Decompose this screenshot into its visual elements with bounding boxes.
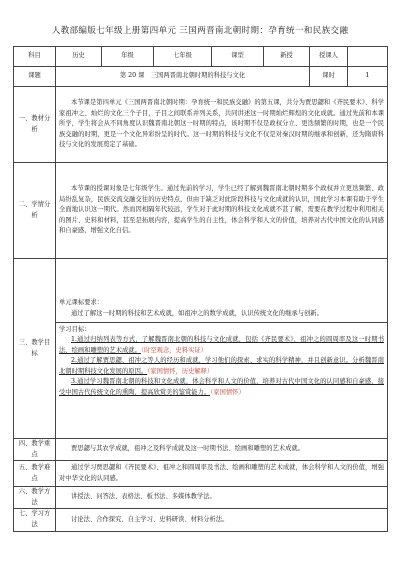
key-points-row (14, 439, 388, 461)
goal-2-text: 2.通过了解贾思勰、祖冲之等人的经历和成就，学习他们的探索、求实的科学精神，并且创新意识。分析魏晋南北朝时期科技文化发展的原因。 (59, 357, 384, 375)
document-title: 人教部编版七年级上册第四单元 三国两晋南北朝时期：孕育统一和民族交融 (51, 26, 349, 36)
lesson-row (14, 67, 388, 87)
goal-1 (59, 335, 384, 356)
unit-standards-text: 通过了解这一时期的科技和艺术成就，如祖冲之的数学成就，认识传统文化的继承与创新。 (71, 309, 323, 317)
grade-value: 七年级 (154, 47, 212, 67)
goal-3-text: 3.通过学习魏晋南北朝的科技和文化成就，体会科学和人文的价值，培养对古代中国文化的认同感和自豪感，接受中国古代传统文化的熏陶，提高欣赏美的鉴赏能力。 (59, 378, 384, 397)
goals-label: 三、教学目标 (14, 259, 56, 439)
students-row (14, 163, 388, 259)
difficulties-label: 五、教学难点 (14, 461, 56, 487)
learning-methods-row (14, 509, 388, 531)
learning-methods-label: 七、学习方法 (14, 509, 56, 531)
teacher-label: 授课人 (310, 47, 348, 67)
topic-label: 课题 (14, 67, 56, 87)
hours-value: 1 (348, 67, 388, 87)
topic-value: 第 20 课 三国两晋南北朝时期的科技与文化 (56, 67, 310, 87)
subject-value: 历史 (56, 47, 102, 67)
analysis-label: 一、教材分析 (14, 87, 56, 163)
goal-2-tag: （家国情怀，历史解释） (147, 367, 214, 375)
hours-label: 课时 (310, 67, 348, 87)
type-label: 课型 (212, 47, 264, 67)
subject-label: 科目 (14, 47, 56, 67)
students-label: 二、学情分析 (14, 163, 56, 259)
analysis-text: 本节课是第四单元《三国两晋南北朝时期：孕育统一和民族交融》的第五课，共分为贾思勰和《齐民要术》、科学家祖冲之、灿烂的文化三个子目，子目之间联系并列关系，共同讲述这一时期灿烂辉煌的文化成就。通过先前和本课所学，学生将会从不同角度认识魏晋南北朝这一时期的特点，该时期不仅是政权分立、更迭频繁的时期，也是一个民族交融的时期，更是一个文化异彩纷呈的时代。这一时期的科技与文化不仅是对秦汉时期的继承和创新，还为隋唐科技与文化的发展奠定了基础。 (59, 99, 384, 149)
goal-2 (59, 356, 384, 377)
type-value: 新授 (264, 47, 310, 67)
key-points-text: 贾思勰与其农学成就，祖冲之及科学成就及这一时期书法、绘画和雕塑的艺术成就。 (71, 445, 304, 453)
learning-goals-block (56, 323, 387, 401)
difficulties-row (14, 461, 388, 487)
difficulties-text: 通过学习贾思勰和《齐民要术》、祖冲之和圆周率及书法、绘画和雕塑的艺术成就，体会科学和人文的价值，增强对中华文化的认同感。 (59, 464, 384, 482)
students-text: 本节课的授课对象是七年级学生。通过先前的学习，学生已经了解到魏晋南北朝时期多个政权并立更迭频繁、政局纷乱复杂，民族交流交融交往的历史特点，但由于缺乏对此阶段科技与文化成就的认识，国此学习本课有助于学生全面地认识这一期代。然而因相隔年代较远，学生对于此时期的科技文化成就不甚了解，需要在教学过程中利用相关的图片、史料和材料，甚至是拓展内容，提高学生的自主性，体会科学和人文的价值，培养对古代中国文化的认同感和自豪感，增强文化自信。 (59, 185, 384, 235)
goal-1-text: 1.通过归纳列表等方式，了解魏晋南北朝的科技与文化成就，包括《齐民要术》，祖冲之的圆周率及这一时期书法、绘画和雕塑的艺术成就。 (59, 336, 384, 354)
goal-3 (59, 377, 384, 398)
key-points-label: 四、教学重点 (14, 439, 56, 461)
goals-row (14, 259, 388, 439)
teaching-methods-text: 讲授法、问答法、表格法、板书法、多媒体教学法。 (71, 493, 216, 501)
unit-standards-heading: 单元课标要求： (59, 299, 104, 307)
teaching-methods-label: 六、教学方法 (14, 487, 56, 509)
teacher-value (348, 47, 388, 67)
unit-standards-block (56, 296, 387, 322)
lesson-plan-table (13, 46, 388, 532)
goal-3-tag: （家国情怀） (210, 389, 245, 397)
header-row (14, 47, 388, 67)
learning-methods-text: 讨论法、合作探究、自主学习、史料研读、材料分析法。 (71, 515, 229, 523)
analysis-row (14, 87, 388, 163)
goal-1-tag: （时空观念，史料实证） (140, 346, 207, 354)
teaching-methods-row (14, 487, 388, 509)
grade-label: 年级 (102, 47, 154, 67)
learning-goals-heading: 学习目标： (59, 325, 91, 333)
